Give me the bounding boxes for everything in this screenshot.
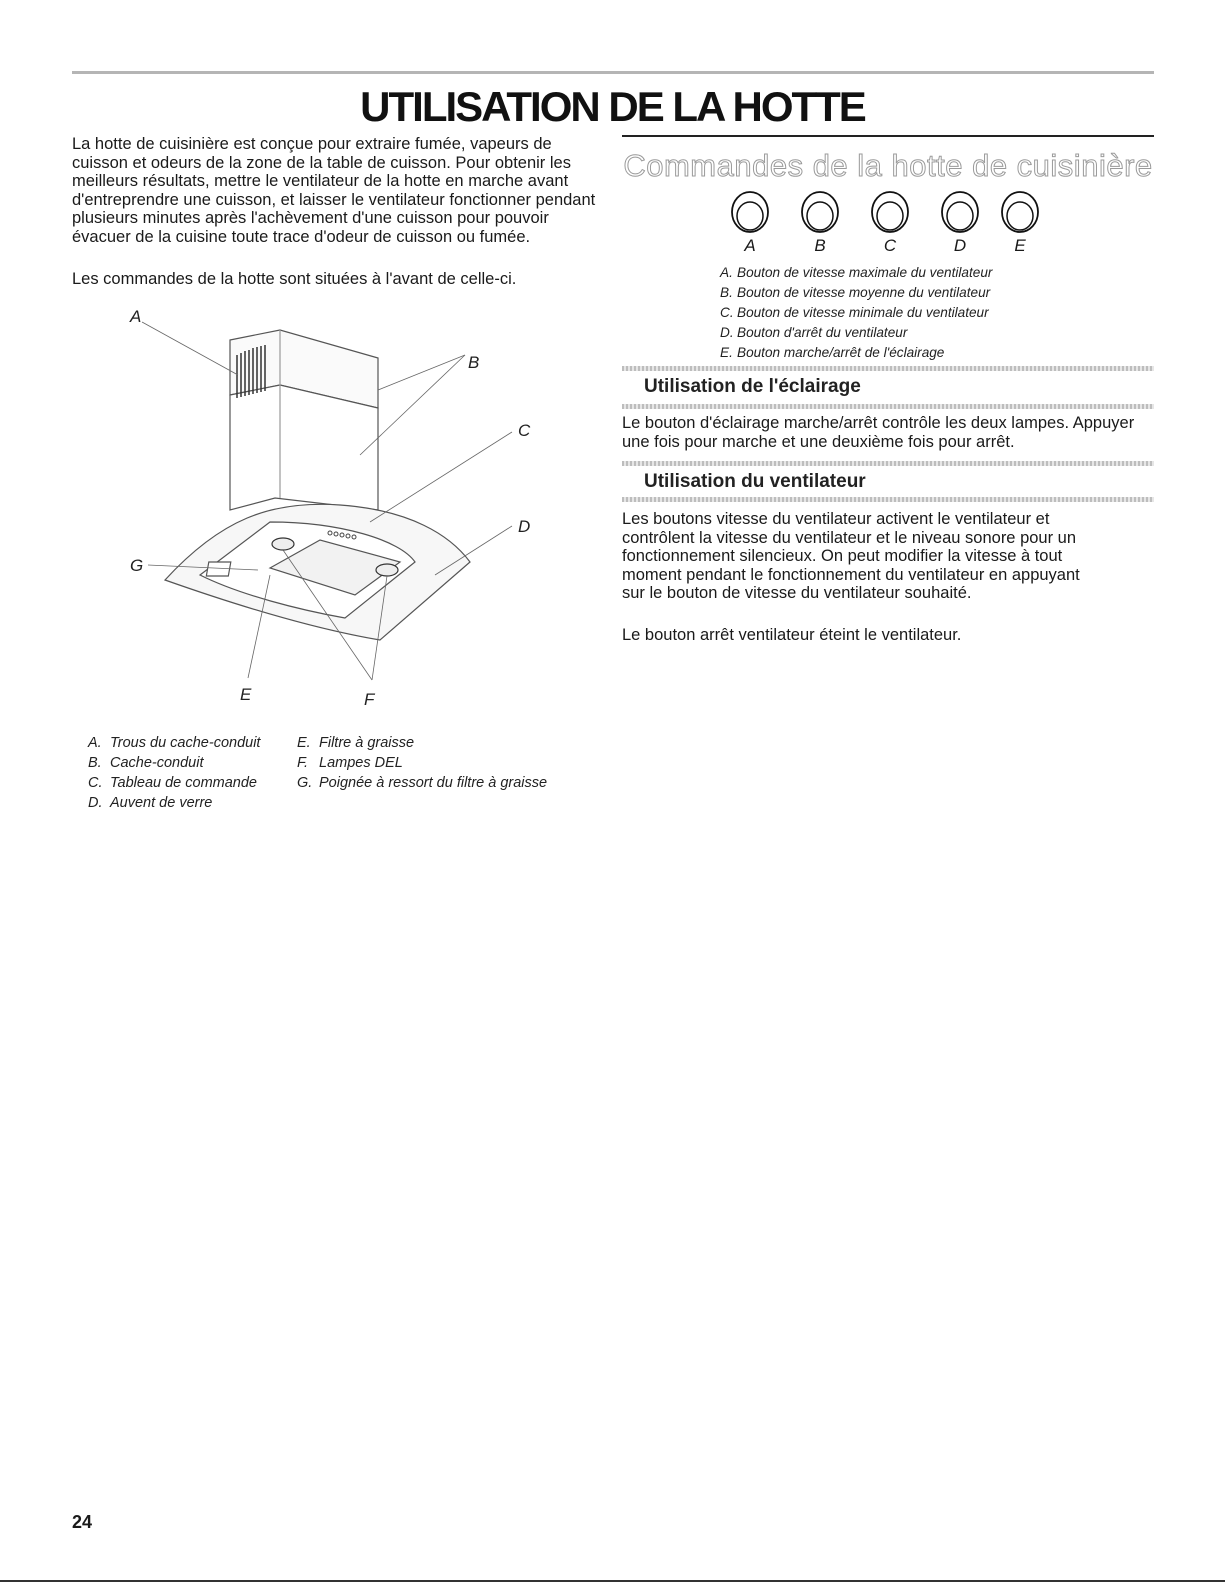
knob-d: D (940, 190, 980, 234)
callout-g: G (130, 556, 144, 575)
legend-item: F. Lampes DEL (297, 755, 403, 771)
intro-paragraph: La hotte de cuisinière est conçue pour extraire fumée, vapeurs de cuisson et odeurs de la zone de la table de cuisson. Pour obtenir les meilleurs résultats, mettre le ventilateur de la hotte en marche avant d'entreprendre une cuisson, et laisser le ventilateur fonctionner pendant plusieurs minutes après l'achèvement d'une cuisson pour pouvoir évacuer de la cuisine toute trace d'odeur de cuisson ou fumée. (72, 135, 596, 246)
fan-off-text: Le bouton arrêt ventilateur éteint le ventilateur. (622, 626, 962, 644)
section-divider (622, 497, 1154, 502)
controls-heading: Commandes de la hotte de cuisinière (623, 148, 1153, 183)
callout-b: B (468, 353, 480, 372)
lighting-text: Le bouton d'éclairage marche/arrêt contrôle les deux lampes. Appuyer une fois pour marche et une deuxième fois pour arrêt. (622, 414, 1135, 451)
diagram-legend-col2 (297, 733, 547, 793)
controls-legend-item: D. Bouton d'arrêt du ventilateur (720, 325, 908, 340)
page-number: 24 (72, 1512, 93, 1532)
bottom-rule (0, 1580, 1225, 1582)
controls-legend-item: A. Bouton de vitesse maximale du ventilateur (720, 265, 993, 280)
button-icon (800, 190, 840, 234)
section-divider (622, 366, 1154, 371)
callout-e: E (240, 685, 252, 704)
legend-item: B. Cache-conduit (88, 755, 204, 771)
controls-legend-item: E. Bouton marche/arrêt de l'éclairage (720, 345, 945, 360)
button-icon (1000, 190, 1040, 234)
control-buttons (730, 190, 1060, 260)
legend-item: G. Poignée à ressort du filtre à graisse (297, 775, 548, 791)
legend-item: D. Auvent de verre (88, 795, 213, 811)
section-divider (622, 404, 1154, 409)
knob-a: A (730, 190, 770, 234)
knob-c: C (870, 190, 910, 234)
callout-f: F (364, 690, 375, 709)
legend-item: E. Filtre à graisse (297, 735, 415, 751)
range-hood-diagram (80, 300, 580, 720)
section-divider (622, 461, 1154, 466)
controls-legend-item: B. Bouton de vitesse moyenne du ventilateur (720, 285, 991, 300)
diagram-legend-col1 (88, 733, 260, 813)
top-rule (72, 71, 1154, 74)
legend-item: A. Trous du cache-conduit (88, 735, 261, 751)
button-icon (940, 190, 980, 234)
button-icon (730, 190, 770, 234)
callout-c: C (518, 421, 531, 440)
knob-e: E (1000, 190, 1040, 234)
page-title: UTILISATION DE LA HOTTE (360, 83, 865, 130)
button-icon (870, 190, 910, 234)
legend-item: C. Tableau de commande (88, 775, 257, 791)
controls-top-rule (622, 135, 1154, 137)
knob-b: B (800, 190, 840, 234)
fan-heading: Utilisation du ventilateur (644, 471, 866, 492)
lighting-heading: Utilisation de l'éclairage (644, 376, 861, 397)
callout-a: A (130, 307, 142, 326)
intro-controls-location: Les commandes de la hotte sont situées à l'avant de celle-ci. (72, 270, 517, 288)
callout-d: D (518, 517, 531, 536)
controls-legend (720, 263, 992, 363)
fan-text: Les boutons vitesse du ventilateur activent le ventilateur et contrôlent la vitesse du ventilateur et le niveau sonore pour un fonctionnement silencieux. On peut modifier la vitesse à tout moment pendant le fonctionnement du ventilateur en appuyant sur le bouton de vitesse du ventilateur souhaité. (622, 510, 1080, 603)
controls-legend-item: C. Bouton de vitesse minimale du ventilateur (720, 305, 989, 320)
